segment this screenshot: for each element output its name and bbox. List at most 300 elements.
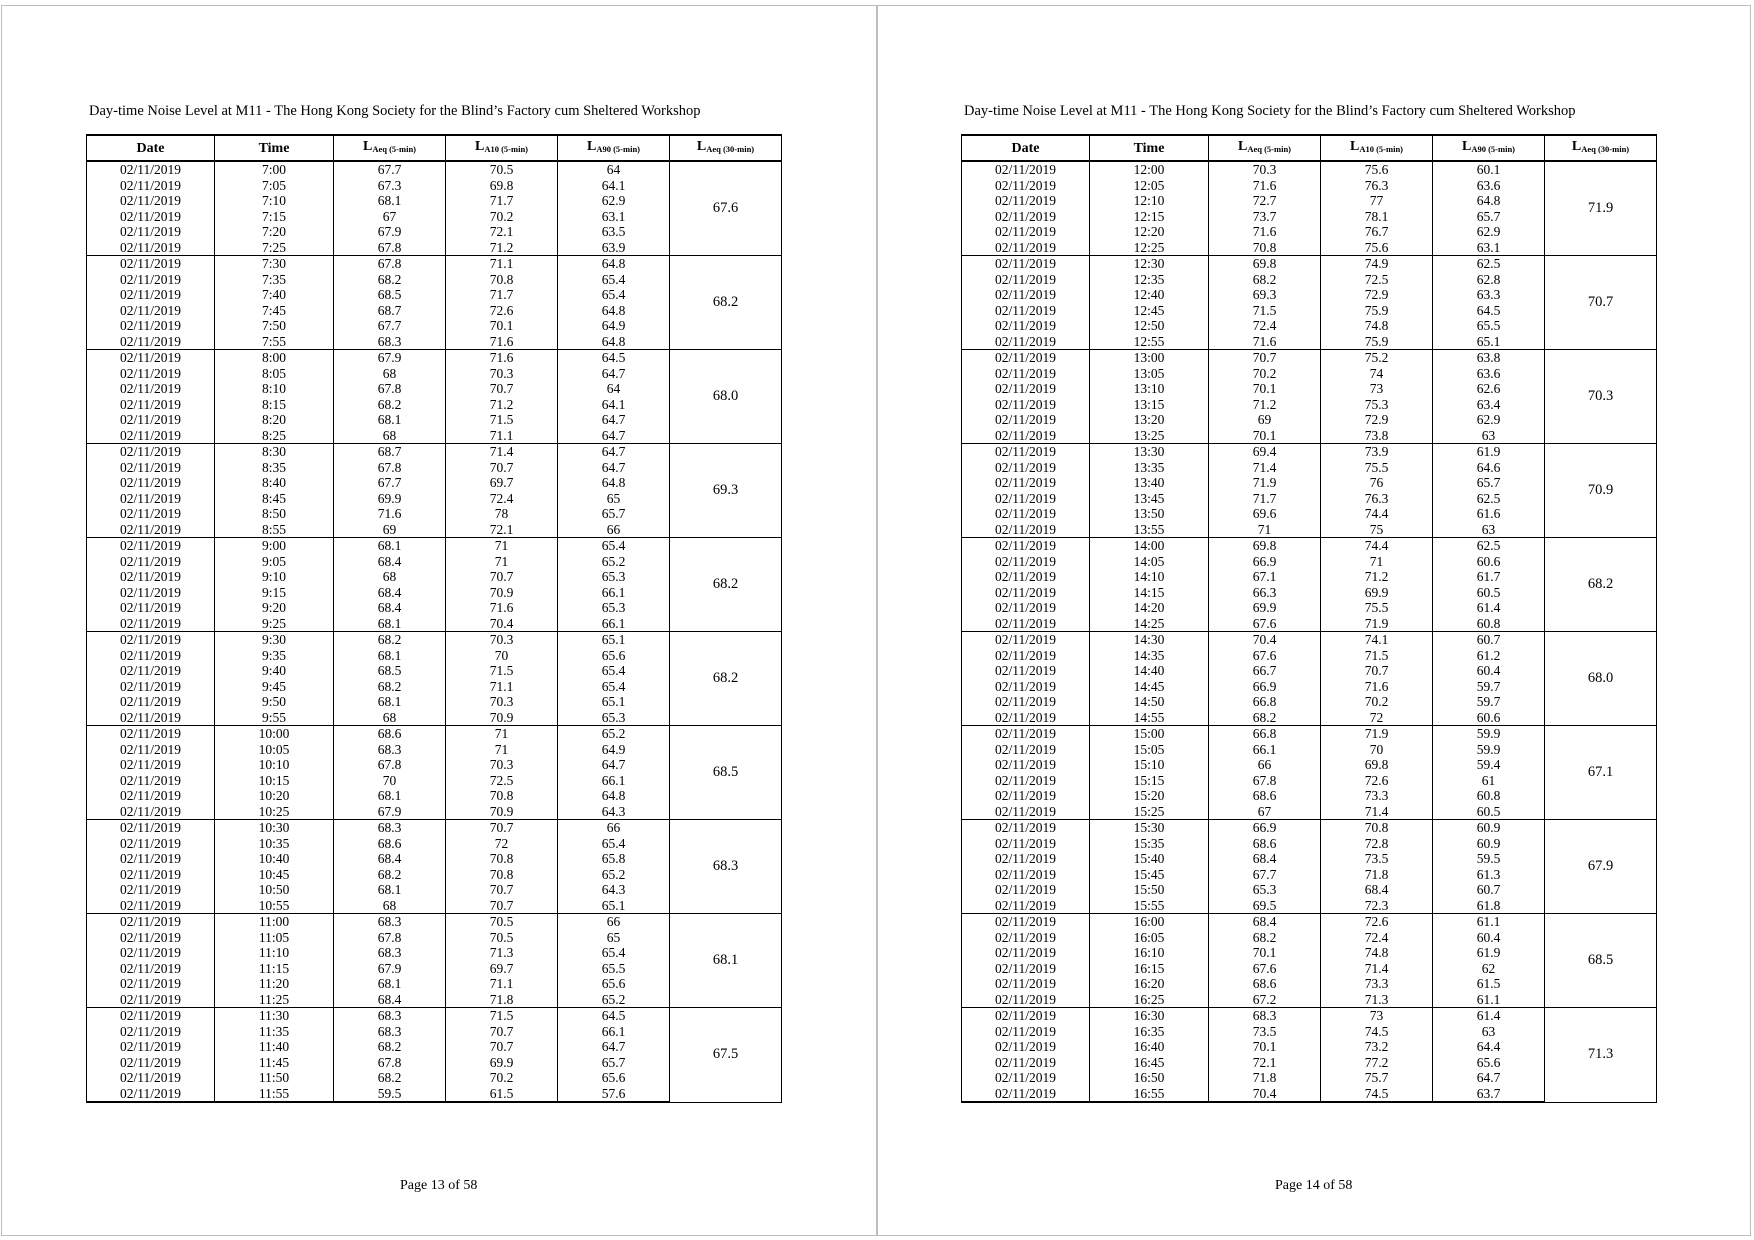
date-cell: 02/11/2019 (962, 976, 1090, 992)
laeq-30min-cell: 68.2 (670, 632, 782, 726)
time-cell: 8:20 (215, 412, 334, 428)
la10-5min-cell: 71.4 (1321, 961, 1433, 977)
laeq-5min-cell: 68.3 (334, 742, 446, 758)
time-cell: 15:10 (1090, 757, 1209, 773)
time-cell: 11:35 (215, 1024, 334, 1040)
date-cell: 02/11/2019 (87, 898, 215, 914)
column-header-label: Time (1133, 140, 1165, 156)
time-cell: 16:15 (1090, 961, 1209, 977)
time-cell: 15:35 (1090, 836, 1209, 852)
laeq-30min-cell: 70.3 (1545, 350, 1657, 444)
time-cell: 14:50 (1090, 694, 1209, 710)
la10-5min-cell: 70.8 (446, 272, 558, 288)
time-cell: 11:45 (215, 1055, 334, 1071)
la90-5min-cell: 65.5 (1433, 318, 1545, 334)
la90-5min-cell: 65.4 (558, 679, 670, 695)
time-cell: 12:00 (1090, 161, 1209, 178)
time-cell: 9:35 (215, 648, 334, 664)
laeq-5min-cell: 68.6 (1209, 976, 1321, 992)
la90-5min-cell: 61.5 (1433, 976, 1545, 992)
la90-5min-cell: 62 (1433, 961, 1545, 977)
time-cell: 11:25 (215, 992, 334, 1008)
laeq-5min-cell: 68.4 (1209, 851, 1321, 867)
laeq-5min-cell: 66.7 (1209, 663, 1321, 679)
la10-5min-cell: 72.4 (1321, 930, 1433, 946)
laeq-5min-cell: 67.8 (334, 256, 446, 272)
la90-5min-cell: 63.6 (1433, 178, 1545, 194)
laeq-5min-cell: 70.7 (1209, 350, 1321, 366)
la90-5min-cell: 62.5 (1433, 538, 1545, 554)
laeq-5min-cell: 67 (334, 209, 446, 225)
time-cell: 13:10 (1090, 381, 1209, 397)
la10-5min-cell: 78.1 (1321, 209, 1433, 225)
date-cell: 02/11/2019 (962, 1086, 1090, 1103)
la90-5min-cell: 64.7 (558, 366, 670, 382)
time-cell: 15:50 (1090, 882, 1209, 898)
table-row (87, 538, 782, 554)
date-cell: 02/11/2019 (87, 272, 215, 288)
table-body (87, 161, 782, 1102)
column-header (1433, 135, 1545, 161)
la10-5min-cell: 72.9 (1321, 287, 1433, 303)
date-cell: 02/11/2019 (962, 1008, 1090, 1024)
date-cell: 02/11/2019 (962, 882, 1090, 898)
date-cell: 02/11/2019 (87, 475, 215, 491)
la10-5min-cell: 76.7 (1321, 224, 1433, 240)
la90-5min-cell: 65.4 (558, 836, 670, 852)
la10-5min-cell: 71.5 (446, 412, 558, 428)
la90-5min-cell: 64.6 (1433, 460, 1545, 476)
laeq-5min-cell: 70.1 (1209, 945, 1321, 961)
date-cell: 02/11/2019 (87, 412, 215, 428)
la90-5min-cell: 65.7 (1433, 475, 1545, 491)
time-cell: 16:35 (1090, 1024, 1209, 1040)
laeq-30min-cell: 70.7 (1545, 256, 1657, 350)
time-cell: 8:45 (215, 491, 334, 507)
laeq-5min-cell: 70.4 (1209, 632, 1321, 648)
laeq-5min-cell: 68.2 (334, 632, 446, 648)
la90-5min-cell: 63.3 (1433, 287, 1545, 303)
laeq-5min-cell: 65.3 (1209, 882, 1321, 898)
time-cell: 8:15 (215, 397, 334, 413)
la10-5min-cell: 71 (446, 554, 558, 570)
la90-5min-cell: 61.4 (1433, 600, 1545, 616)
column-header-subscript: A90 (5-min) (1471, 144, 1516, 154)
laeq-5min-cell: 69.4 (1209, 444, 1321, 460)
la10-5min-cell: 74.1 (1321, 632, 1433, 648)
date-cell: 02/11/2019 (962, 930, 1090, 946)
la90-5min-cell: 66.1 (558, 616, 670, 632)
la10-5min-cell: 74.8 (1321, 945, 1433, 961)
laeq-5min-cell: 66.3 (1209, 585, 1321, 601)
laeq-5min-cell: 67.9 (334, 350, 446, 366)
column-header (215, 135, 334, 161)
date-cell: 02/11/2019 (962, 820, 1090, 836)
table-row (962, 161, 1657, 178)
la10-5min-cell: 71.2 (446, 240, 558, 256)
laeq-5min-cell: 68.5 (334, 663, 446, 679)
time-cell: 11:00 (215, 914, 334, 930)
la10-5min-cell: 71.1 (446, 428, 558, 444)
la90-5min-cell: 64.5 (558, 1008, 670, 1024)
laeq-5min-cell: 71.6 (1209, 334, 1321, 350)
column-header-subscript: A90 (5-min) (596, 144, 641, 154)
column-header-label: L (1349, 139, 1360, 154)
la10-5min-cell: 70.2 (1321, 694, 1433, 710)
time-cell: 15:25 (1090, 804, 1209, 820)
laeq-30min-cell: 68.2 (670, 538, 782, 632)
la10-5min-cell: 76.3 (1321, 491, 1433, 507)
date-cell: 02/11/2019 (962, 710, 1090, 726)
date-cell: 02/11/2019 (962, 836, 1090, 852)
la10-5min-cell: 75.9 (1321, 334, 1433, 350)
date-cell: 02/11/2019 (962, 663, 1090, 679)
time-cell: 12:05 (1090, 178, 1209, 194)
la90-5min-cell: 61.1 (1433, 992, 1545, 1008)
laeq-30min-cell: 71.3 (1545, 1008, 1657, 1103)
la90-5min-cell: 60.9 (1433, 820, 1545, 836)
noise-table (86, 134, 782, 1103)
laeq-5min-cell: 68.1 (334, 616, 446, 632)
date-cell: 02/11/2019 (962, 161, 1090, 178)
laeq-5min-cell: 71.6 (334, 506, 446, 522)
time-cell: 8:25 (215, 428, 334, 444)
time-cell: 14:35 (1090, 648, 1209, 664)
date-cell: 02/11/2019 (87, 882, 215, 898)
la10-5min-cell: 73.8 (1321, 428, 1433, 444)
laeq-5min-cell: 69.3 (1209, 287, 1321, 303)
time-cell: 8:05 (215, 366, 334, 382)
la90-5min-cell: 65.4 (558, 272, 670, 288)
time-cell: 12:25 (1090, 240, 1209, 256)
page-number: Page 13 of 58 (400, 1178, 478, 1193)
la10-5min-cell: 71.7 (446, 287, 558, 303)
laeq-5min-cell: 69.9 (1209, 600, 1321, 616)
date-cell: 02/11/2019 (962, 679, 1090, 695)
time-cell: 9:30 (215, 632, 334, 648)
la90-5min-cell: 60.5 (1433, 585, 1545, 601)
time-cell: 14:15 (1090, 585, 1209, 601)
time-cell: 7:45 (215, 303, 334, 319)
la10-5min-cell: 70.7 (446, 381, 558, 397)
la10-5min-cell: 70.3 (446, 757, 558, 773)
la90-5min-cell: 60.8 (1433, 788, 1545, 804)
la90-5min-cell: 65.4 (558, 538, 670, 554)
time-cell: 14:30 (1090, 632, 1209, 648)
time-cell: 9:25 (215, 616, 334, 632)
table-header (87, 135, 782, 161)
laeq-5min-cell: 70.3 (1209, 161, 1321, 178)
laeq-5min-cell: 71.8 (1209, 1070, 1321, 1086)
la90-5min-cell: 61.2 (1433, 648, 1545, 664)
laeq-5min-cell: 68.3 (334, 945, 446, 961)
laeq-5min-cell: 67.9 (334, 961, 446, 977)
la90-5min-cell: 64.8 (558, 256, 670, 272)
table-header (962, 135, 1657, 161)
laeq-30min-cell: 68.2 (670, 256, 782, 350)
date-cell: 02/11/2019 (87, 914, 215, 930)
la10-5min-cell: 71.1 (446, 679, 558, 695)
laeq-5min-cell: 71.9 (1209, 475, 1321, 491)
time-cell: 7:35 (215, 272, 334, 288)
laeq-5min-cell: 69.8 (1209, 256, 1321, 272)
la10-5min-cell: 70 (1321, 742, 1433, 758)
time-cell: 7:10 (215, 193, 334, 209)
time-cell: 10:10 (215, 757, 334, 773)
la10-5min-cell: 72 (1321, 710, 1433, 726)
date-cell: 02/11/2019 (962, 600, 1090, 616)
date-cell: 02/11/2019 (87, 209, 215, 225)
column-header (1209, 135, 1321, 161)
time-cell: 7:15 (215, 209, 334, 225)
date-cell: 02/11/2019 (87, 930, 215, 946)
column-header-label: L (362, 139, 373, 154)
date-cell: 02/11/2019 (87, 334, 215, 350)
laeq-5min-cell: 71.4 (1209, 460, 1321, 476)
la90-5min-cell: 62.9 (1433, 224, 1545, 240)
la90-5min-cell: 65.7 (558, 506, 670, 522)
la90-5min-cell: 62.9 (558, 193, 670, 209)
page-number: Page 14 of 58 (1275, 1178, 1353, 1193)
date-cell: 02/11/2019 (962, 522, 1090, 538)
la90-5min-cell: 65.7 (1433, 209, 1545, 225)
la90-5min-cell: 62.6 (1433, 381, 1545, 397)
la10-5min-cell: 73.5 (1321, 851, 1433, 867)
la90-5min-cell: 61.1 (1433, 914, 1545, 930)
table-row (962, 256, 1657, 272)
la90-5min-cell: 65.3 (558, 569, 670, 585)
la10-5min-cell: 71.4 (446, 444, 558, 460)
laeq-5min-cell: 67.2 (1209, 992, 1321, 1008)
laeq-5min-cell: 66.9 (1209, 554, 1321, 570)
la90-5min-cell: 62.5 (1433, 256, 1545, 272)
laeq-5min-cell: 69.8 (1209, 538, 1321, 554)
la10-5min-cell: 71.5 (446, 1008, 558, 1024)
la10-5min-cell: 70.7 (446, 1039, 558, 1055)
la90-5min-cell: 64.8 (558, 788, 670, 804)
la90-5min-cell: 60.9 (1433, 836, 1545, 852)
laeq-30min-cell: 68.3 (670, 820, 782, 914)
la10-5min-cell: 69.9 (446, 1055, 558, 1071)
laeq-5min-cell: 68.1 (334, 648, 446, 664)
laeq-5min-cell: 67.7 (334, 475, 446, 491)
laeq-30min-cell: 68.5 (670, 726, 782, 820)
la90-5min-cell: 64.7 (558, 412, 670, 428)
la10-5min-cell: 71 (446, 538, 558, 554)
date-cell: 02/11/2019 (962, 193, 1090, 209)
date-cell: 02/11/2019 (87, 1024, 215, 1040)
la90-5min-cell: 63.8 (1433, 350, 1545, 366)
la90-5min-cell: 62.8 (1433, 272, 1545, 288)
date-cell: 02/11/2019 (87, 867, 215, 883)
time-cell: 8:30 (215, 444, 334, 460)
la10-5min-cell: 74.4 (1321, 538, 1433, 554)
la10-5min-cell: 71 (446, 726, 558, 742)
la10-5min-cell: 72.5 (446, 773, 558, 789)
la10-5min-cell: 70.5 (446, 930, 558, 946)
laeq-30min-cell: 67.6 (670, 161, 782, 256)
date-cell: 02/11/2019 (87, 694, 215, 710)
date-cell: 02/11/2019 (87, 1039, 215, 1055)
laeq-5min-cell: 68.3 (334, 334, 446, 350)
la90-5min-cell: 64 (558, 381, 670, 397)
la90-5min-cell: 64.3 (558, 882, 670, 898)
column-header-label: L (586, 139, 597, 154)
date-cell: 02/11/2019 (87, 616, 215, 632)
laeq-5min-cell: 68.2 (1209, 272, 1321, 288)
date-cell: 02/11/2019 (962, 272, 1090, 288)
la10-5min-cell: 71.4 (1321, 804, 1433, 820)
table-row (87, 444, 782, 460)
date-cell: 02/11/2019 (87, 287, 215, 303)
page-title: Day-time Noise Level at M11 - The Hong Kong Society for the Blind’s Factory cum Sheltered Workshop (89, 103, 701, 119)
time-cell: 15:05 (1090, 742, 1209, 758)
time-cell: 10:35 (215, 836, 334, 852)
laeq-5min-cell: 68.2 (334, 397, 446, 413)
la90-5min-cell: 63.6 (1433, 366, 1545, 382)
date-cell: 02/11/2019 (962, 303, 1090, 319)
la10-5min-cell: 77 (1321, 193, 1433, 209)
date-cell: 02/11/2019 (87, 585, 215, 601)
date-cell: 02/11/2019 (962, 945, 1090, 961)
page-13 (1, 5, 877, 1236)
laeq-5min-cell: 68.4 (1209, 914, 1321, 930)
laeq-5min-cell: 67.7 (334, 318, 446, 334)
la10-5min-cell: 71.1 (446, 256, 558, 272)
time-cell: 13:50 (1090, 506, 1209, 522)
la10-5min-cell: 75.2 (1321, 350, 1433, 366)
la90-5min-cell: 63 (1433, 428, 1545, 444)
la90-5min-cell: 60.8 (1433, 616, 1545, 632)
time-cell: 13:15 (1090, 397, 1209, 413)
la10-5min-cell: 75.5 (1321, 460, 1433, 476)
la10-5min-cell: 75.7 (1321, 1070, 1433, 1086)
time-cell: 16:55 (1090, 1086, 1209, 1103)
la90-5min-cell: 63 (1433, 522, 1545, 538)
time-cell: 13:00 (1090, 350, 1209, 366)
time-cell: 16:10 (1090, 945, 1209, 961)
date-cell: 02/11/2019 (962, 460, 1090, 476)
laeq-5min-cell: 71.2 (1209, 397, 1321, 413)
column-header (334, 135, 446, 161)
la10-5min-cell: 70.3 (446, 366, 558, 382)
la10-5min-cell: 70.8 (446, 867, 558, 883)
la10-5min-cell: 70.7 (446, 569, 558, 585)
time-cell: 13:35 (1090, 460, 1209, 476)
laeq-5min-cell: 73.5 (1209, 1024, 1321, 1040)
la10-5min-cell: 72 (446, 836, 558, 852)
la90-5min-cell: 64.8 (1433, 193, 1545, 209)
date-cell: 02/11/2019 (962, 366, 1090, 382)
la10-5min-cell: 70.7 (446, 1024, 558, 1040)
date-cell: 02/11/2019 (962, 914, 1090, 930)
table-row (962, 726, 1657, 742)
la10-5min-cell: 75.9 (1321, 303, 1433, 319)
la90-5min-cell: 59.7 (1433, 694, 1545, 710)
la90-5min-cell: 64.7 (558, 1039, 670, 1055)
date-cell: 02/11/2019 (87, 773, 215, 789)
date-cell: 02/11/2019 (962, 428, 1090, 444)
laeq-5min-cell: 68.2 (334, 272, 446, 288)
time-cell: 15:20 (1090, 788, 1209, 804)
la10-5min-cell: 73.3 (1321, 788, 1433, 804)
time-cell: 11:55 (215, 1086, 334, 1103)
laeq-5min-cell: 72.1 (1209, 1055, 1321, 1071)
date-cell: 02/11/2019 (962, 992, 1090, 1008)
column-header (962, 135, 1090, 161)
date-cell: 02/11/2019 (87, 569, 215, 585)
la90-5min-cell: 66 (558, 820, 670, 836)
la90-5min-cell: 64.5 (558, 350, 670, 366)
laeq-5min-cell: 68 (334, 366, 446, 382)
laeq-5min-cell: 71.7 (1209, 491, 1321, 507)
la10-5min-cell: 71.6 (1321, 679, 1433, 695)
table-row (962, 444, 1657, 460)
la10-5min-cell: 74.9 (1321, 256, 1433, 272)
column-header (1090, 135, 1209, 161)
laeq-5min-cell: 67.8 (334, 930, 446, 946)
date-cell: 02/11/2019 (87, 366, 215, 382)
date-cell: 02/11/2019 (87, 303, 215, 319)
la10-5min-cell: 70.8 (446, 851, 558, 867)
time-cell: 14:05 (1090, 554, 1209, 570)
la10-5min-cell: 76.3 (1321, 178, 1433, 194)
la10-5min-cell: 61.5 (446, 1086, 558, 1103)
laeq-5min-cell: 67.8 (334, 381, 446, 397)
la10-5min-cell: 69.8 (1321, 757, 1433, 773)
table-row (962, 1008, 1657, 1024)
column-header-subscript: A10 (5-min) (1359, 144, 1404, 154)
la10-5min-cell: 74.5 (1321, 1024, 1433, 1040)
date-cell: 02/11/2019 (962, 397, 1090, 413)
laeq-5min-cell: 68.1 (334, 882, 446, 898)
la10-5min-cell: 70.2 (446, 1070, 558, 1086)
header-row (87, 135, 782, 161)
laeq-5min-cell: 68.4 (334, 992, 446, 1008)
date-cell: 02/11/2019 (962, 178, 1090, 194)
time-cell: 15:00 (1090, 726, 1209, 742)
column-header-label: L (474, 139, 485, 154)
la90-5min-cell: 65.3 (558, 710, 670, 726)
laeq-5min-cell: 67.8 (334, 757, 446, 773)
table-row (962, 632, 1657, 648)
la10-5min-cell: 72.6 (446, 303, 558, 319)
la10-5min-cell: 70.1 (446, 318, 558, 334)
laeq-5min-cell: 68.3 (1209, 1008, 1321, 1024)
date-cell: 02/11/2019 (87, 820, 215, 836)
la90-5min-cell: 60.4 (1433, 930, 1545, 946)
laeq-5min-cell: 67.8 (334, 460, 446, 476)
date-cell: 02/11/2019 (87, 193, 215, 209)
la10-5min-cell: 69.8 (446, 178, 558, 194)
time-cell: 12:15 (1090, 209, 1209, 225)
laeq-30min-cell: 68.0 (1545, 632, 1657, 726)
la10-5min-cell: 73.2 (1321, 1039, 1433, 1055)
la90-5min-cell: 60.6 (1433, 554, 1545, 570)
la90-5min-cell: 64.8 (558, 303, 670, 319)
la90-5min-cell: 59.9 (1433, 742, 1545, 758)
date-cell: 02/11/2019 (87, 757, 215, 773)
la10-5min-cell: 70.7 (446, 898, 558, 914)
date-cell: 02/11/2019 (962, 538, 1090, 554)
laeq-5min-cell: 68.1 (334, 788, 446, 804)
la90-5min-cell: 64.7 (1433, 1070, 1545, 1086)
time-cell: 10:20 (215, 788, 334, 804)
la90-5min-cell: 63.5 (558, 224, 670, 240)
date-cell: 02/11/2019 (962, 444, 1090, 460)
la90-5min-cell: 60.7 (1433, 882, 1545, 898)
column-header-subscript: Aeq (5-min) (1247, 144, 1292, 154)
